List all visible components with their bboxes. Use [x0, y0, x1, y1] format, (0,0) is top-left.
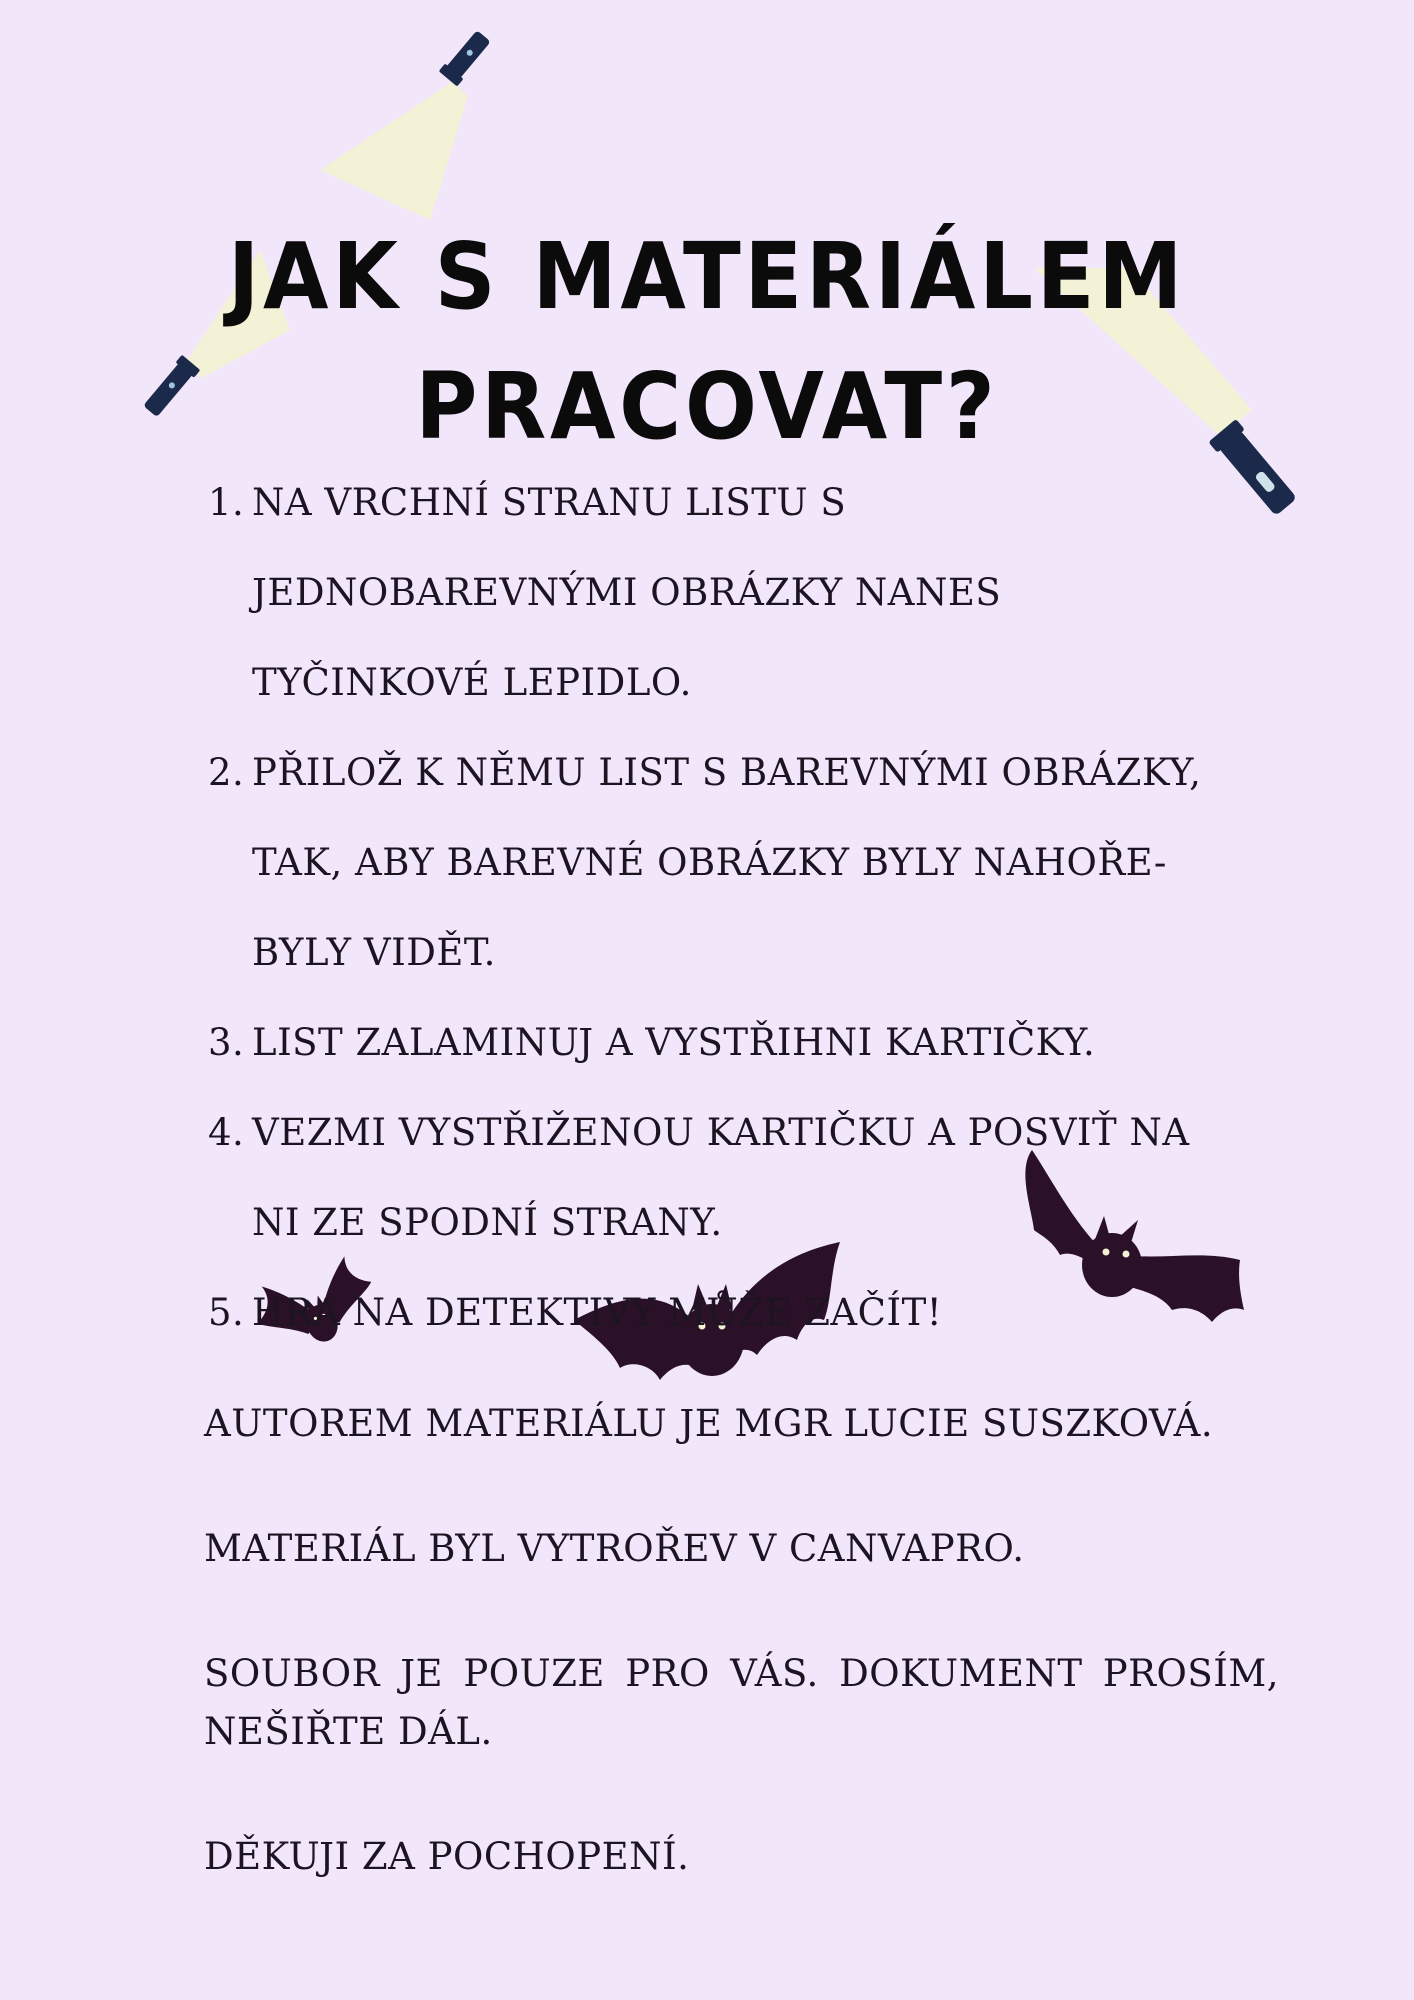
step-text: VEZMI VYSTŘIŽENOU KARTIČKU A POSVIŤ NA NI ZE SPODNÍ STRANY. — [252, 1111, 1190, 1244]
step-text: LIST ZALAMINUJ A VYSTŘIHNI KARTIČKY. — [252, 1021, 1096, 1064]
instruction-step-5 — [208, 1268, 1238, 1358]
title-line-1: JAK S MATERIÁLEM — [227, 222, 1187, 330]
instruction-step-3 — [208, 998, 1238, 1088]
instruction-step-4 — [208, 1088, 1238, 1268]
step-text: HRA NA DETEKTIVY MŮŽE ZAČÍT! — [252, 1291, 943, 1334]
usage-notice: SOUBOR JE POUZE PRO VÁS. DOKUMENT PROSÍM, NEŠIŘTE DÁL. — [204, 1652, 1279, 1753]
step-number: 4. — [208, 1111, 245, 1154]
flashlight-icon — [320, 28, 493, 220]
instruction-step-2 — [208, 728, 1238, 998]
step-number: 3. — [208, 1021, 245, 1064]
thanks-note: DĚKUJI ZA POCHOPENÍ. — [204, 1835, 690, 1878]
instruction-list — [208, 458, 1238, 1358]
step-number: 2. — [208, 751, 245, 794]
step-number: 1. — [208, 481, 245, 524]
created-note: MATERIÁL BYL VYTROŘEV V CANVAPRO. — [204, 1527, 1025, 1570]
footer-notes — [204, 1395, 1279, 1953]
instruction-step-1 — [208, 458, 1238, 728]
page-title — [57, 212, 1358, 472]
title-line-2: PRACOVAT? — [415, 352, 999, 460]
author-note: AUTOREM MATERIÁLU JE MGR LUCIE SUSZKOVÁ. — [204, 1402, 1214, 1445]
step-number: 5. — [208, 1291, 245, 1334]
step-text: NA VRCHNÍ STRANU LISTU S JEDNOBAREVNÝMI OBRÁZKY NANES TYČINKOVÉ LEPIDLO. — [252, 481, 1002, 704]
step-text: PŘILOŽ K NĚMU LIST S BAREVNÝMI OBRÁZKY, TAK, ABY BAREVNÉ OBRÁZKY BYLY NAHOŘE- BYLY VIDĚT. — [252, 751, 1202, 974]
